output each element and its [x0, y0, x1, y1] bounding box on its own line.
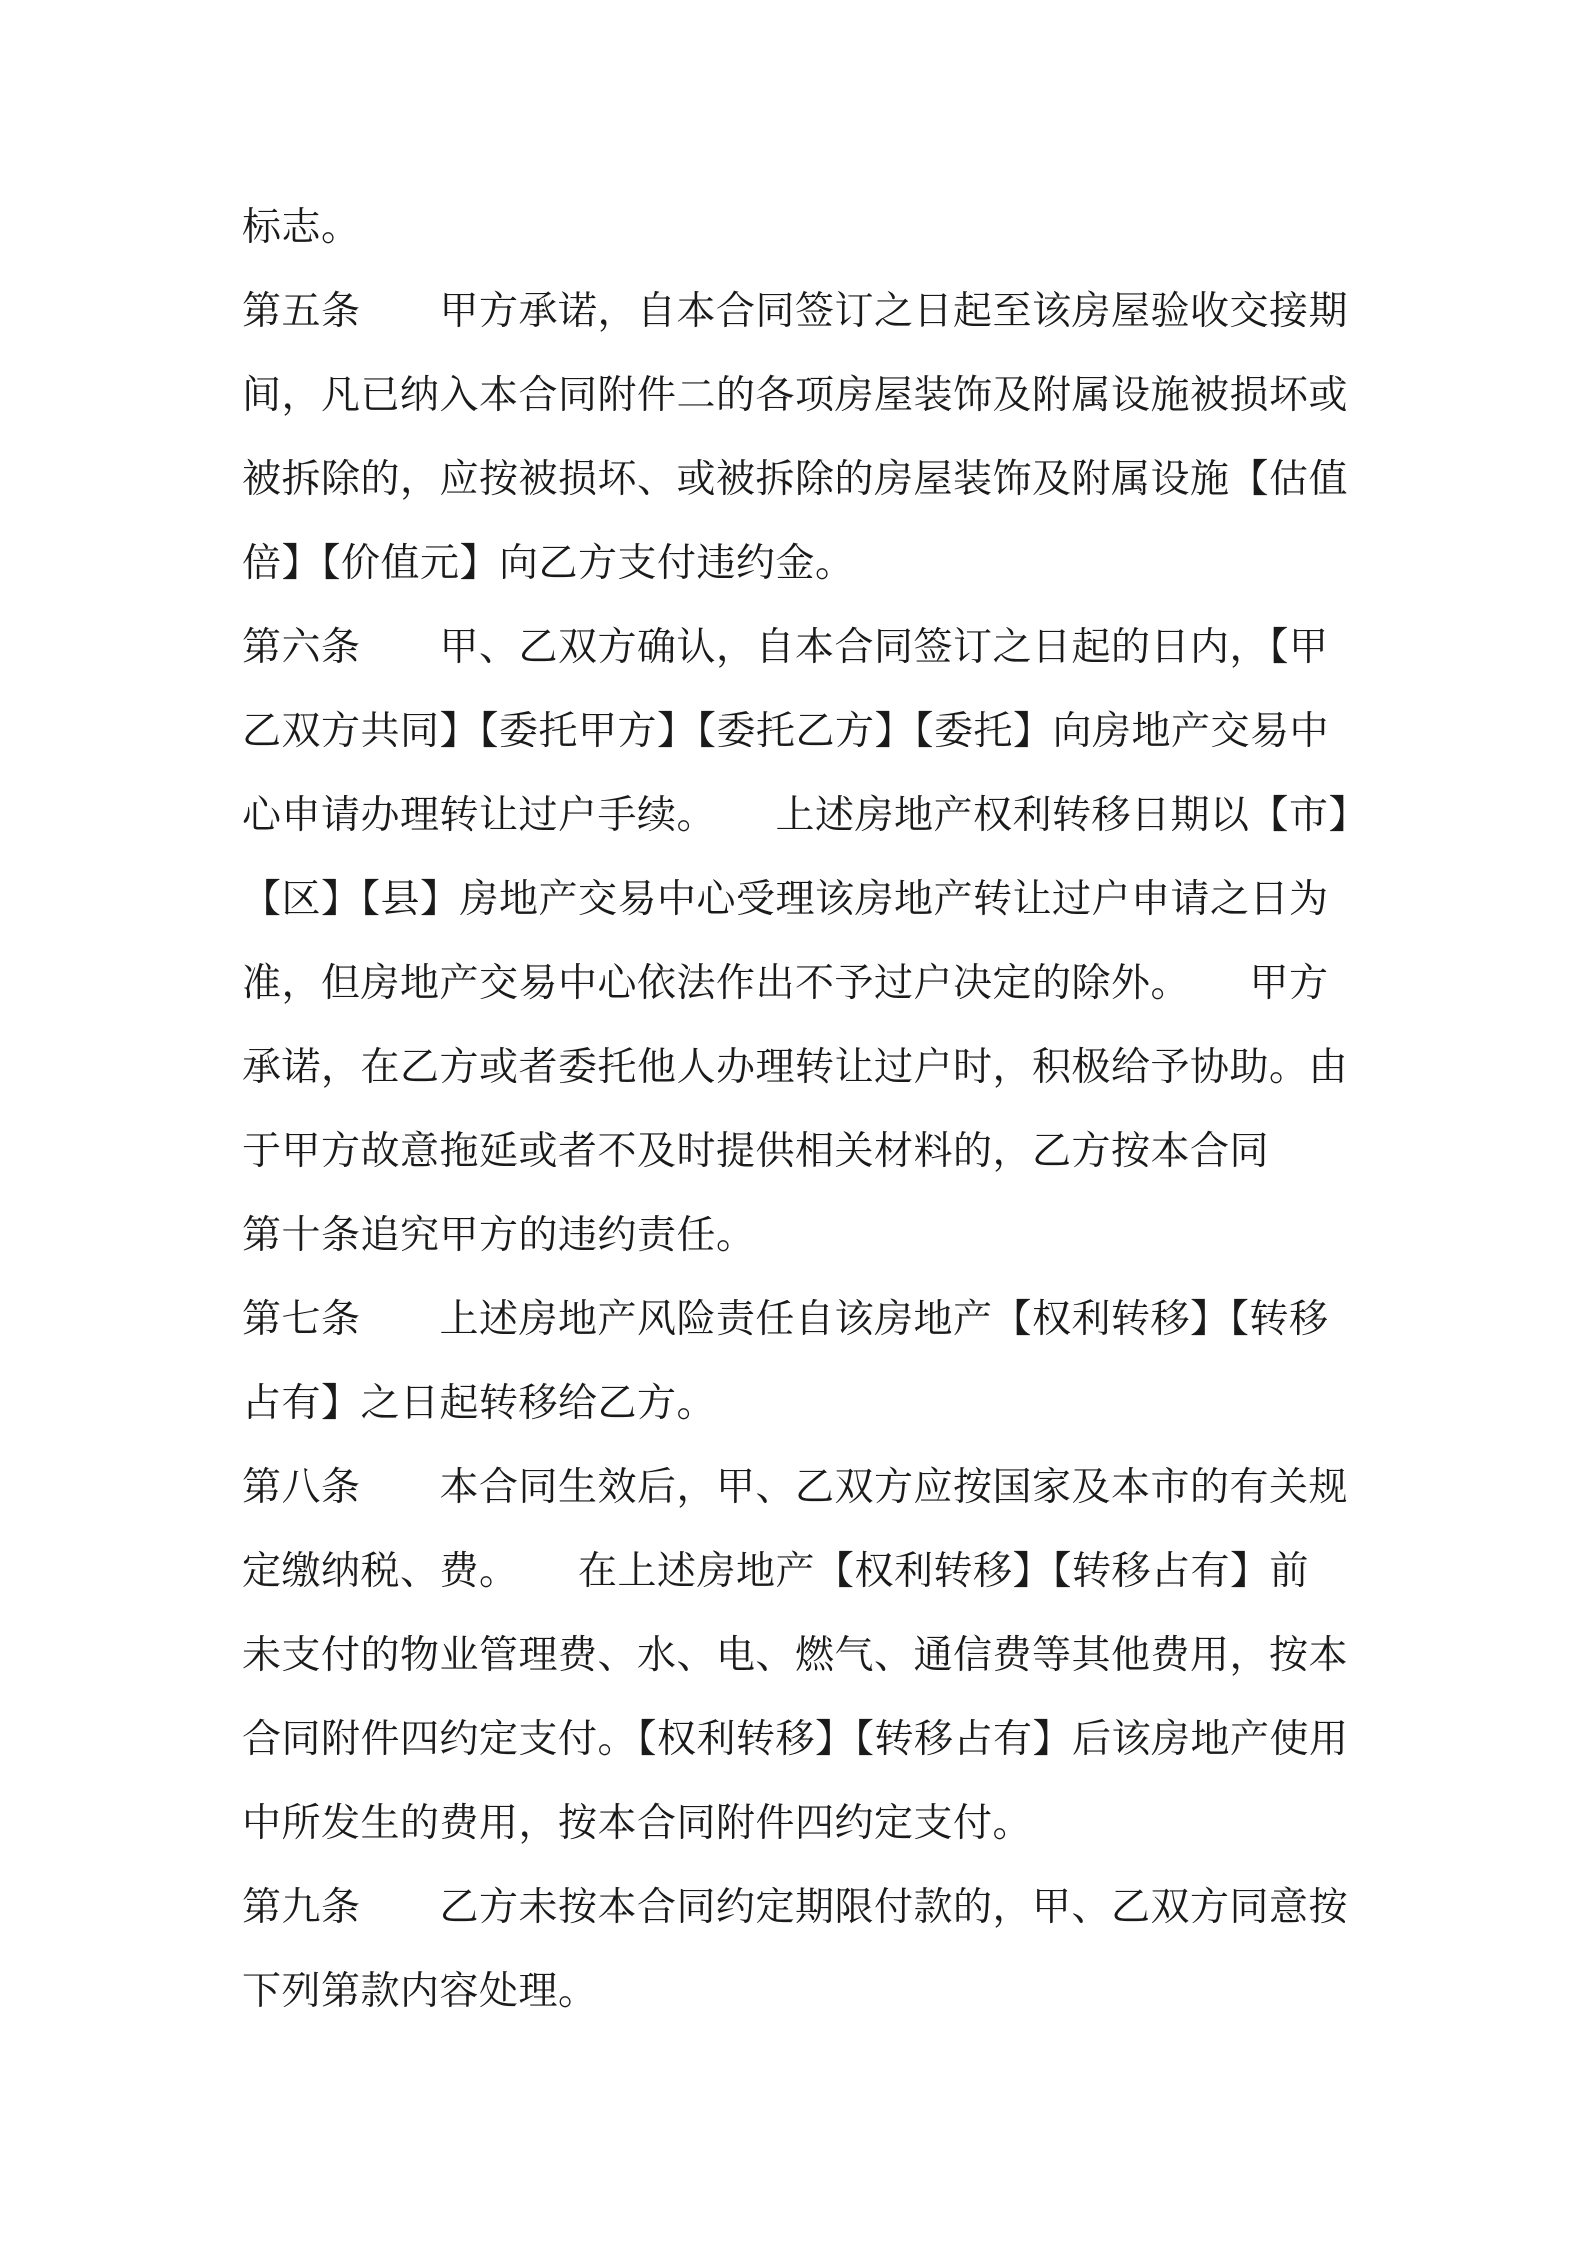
text-line: 间，凡已纳入本合同附件二的各项房屋装饰及附属设施被损坏或 [242, 373, 1349, 418]
text-line: 心申请办理转让过户手续。 上述房地产权利转移日期以【市】 [242, 793, 1369, 838]
text-line: 于甲方故意拖延或者不及时提供相关材料的，乙方按本合同 [242, 1129, 1270, 1174]
article-5-heading-line: 第五条 甲方承诺，自本合同签订之日起至该房屋验收交接期 [242, 289, 1349, 334]
text-line: 乙双方共同】【委托甲方】【委托乙方】【委托】向房地产交易中 [242, 709, 1330, 754]
text-line: 标志。 [242, 205, 361, 250]
text-line: 第十条追究甲方的违约责任。 [242, 1213, 756, 1258]
text-line: 倍】【价值元】向乙方支付违约金。 [242, 541, 855, 586]
text-line: 被拆除的，应按被损坏、或被拆除的房屋装饰及附属设施【估值 [242, 457, 1349, 502]
text-line: 【区】【县】房地产交易中心受理该房地产转让过户申请之日为 [242, 877, 1329, 922]
text-line: 未支付的物业管理费、水、电、燃气、通信费等其他费用，按本 [242, 1633, 1349, 1678]
text-line: 占有】之日起转移给乙方。 [242, 1381, 717, 1426]
text-line: 中所发生的费用，按本合同附件四约定支付。 [242, 1801, 1033, 1846]
text-line: 合同附件四约定支付。【权利转移】【转移占有】后该房地产使用 [242, 1717, 1349, 1762]
text-line: 定缴纳税、费。 在上述房地产【权利转移】【转移占有】前 [242, 1549, 1310, 1594]
article-7-heading-line: 第七条 上述房地产风险责任自该房地产【权利转移】【转移 [242, 1297, 1329, 1342]
text-line: 准，但房地产交易中心依法作出不予过户决定的除外。 甲方 [242, 961, 1329, 1006]
text-line: 承诺，在乙方或者委托他人办理转让过户时，积极给予协助。由 [242, 1045, 1349, 1090]
article-6-heading-line: 第六条 甲、乙双方确认，自本合同签订之日起的日内，【甲 [242, 625, 1329, 670]
article-9-heading-line: 第九条 乙方未按本合同约定期限付款的，甲、乙双方同意按 [242, 1885, 1349, 1930]
article-8-heading-line: 第八条 本合同生效后，甲、乙双方应按国家及本市的有关规 [242, 1465, 1349, 1510]
text-line: 下列第款内容处理。 [242, 1969, 598, 2014]
